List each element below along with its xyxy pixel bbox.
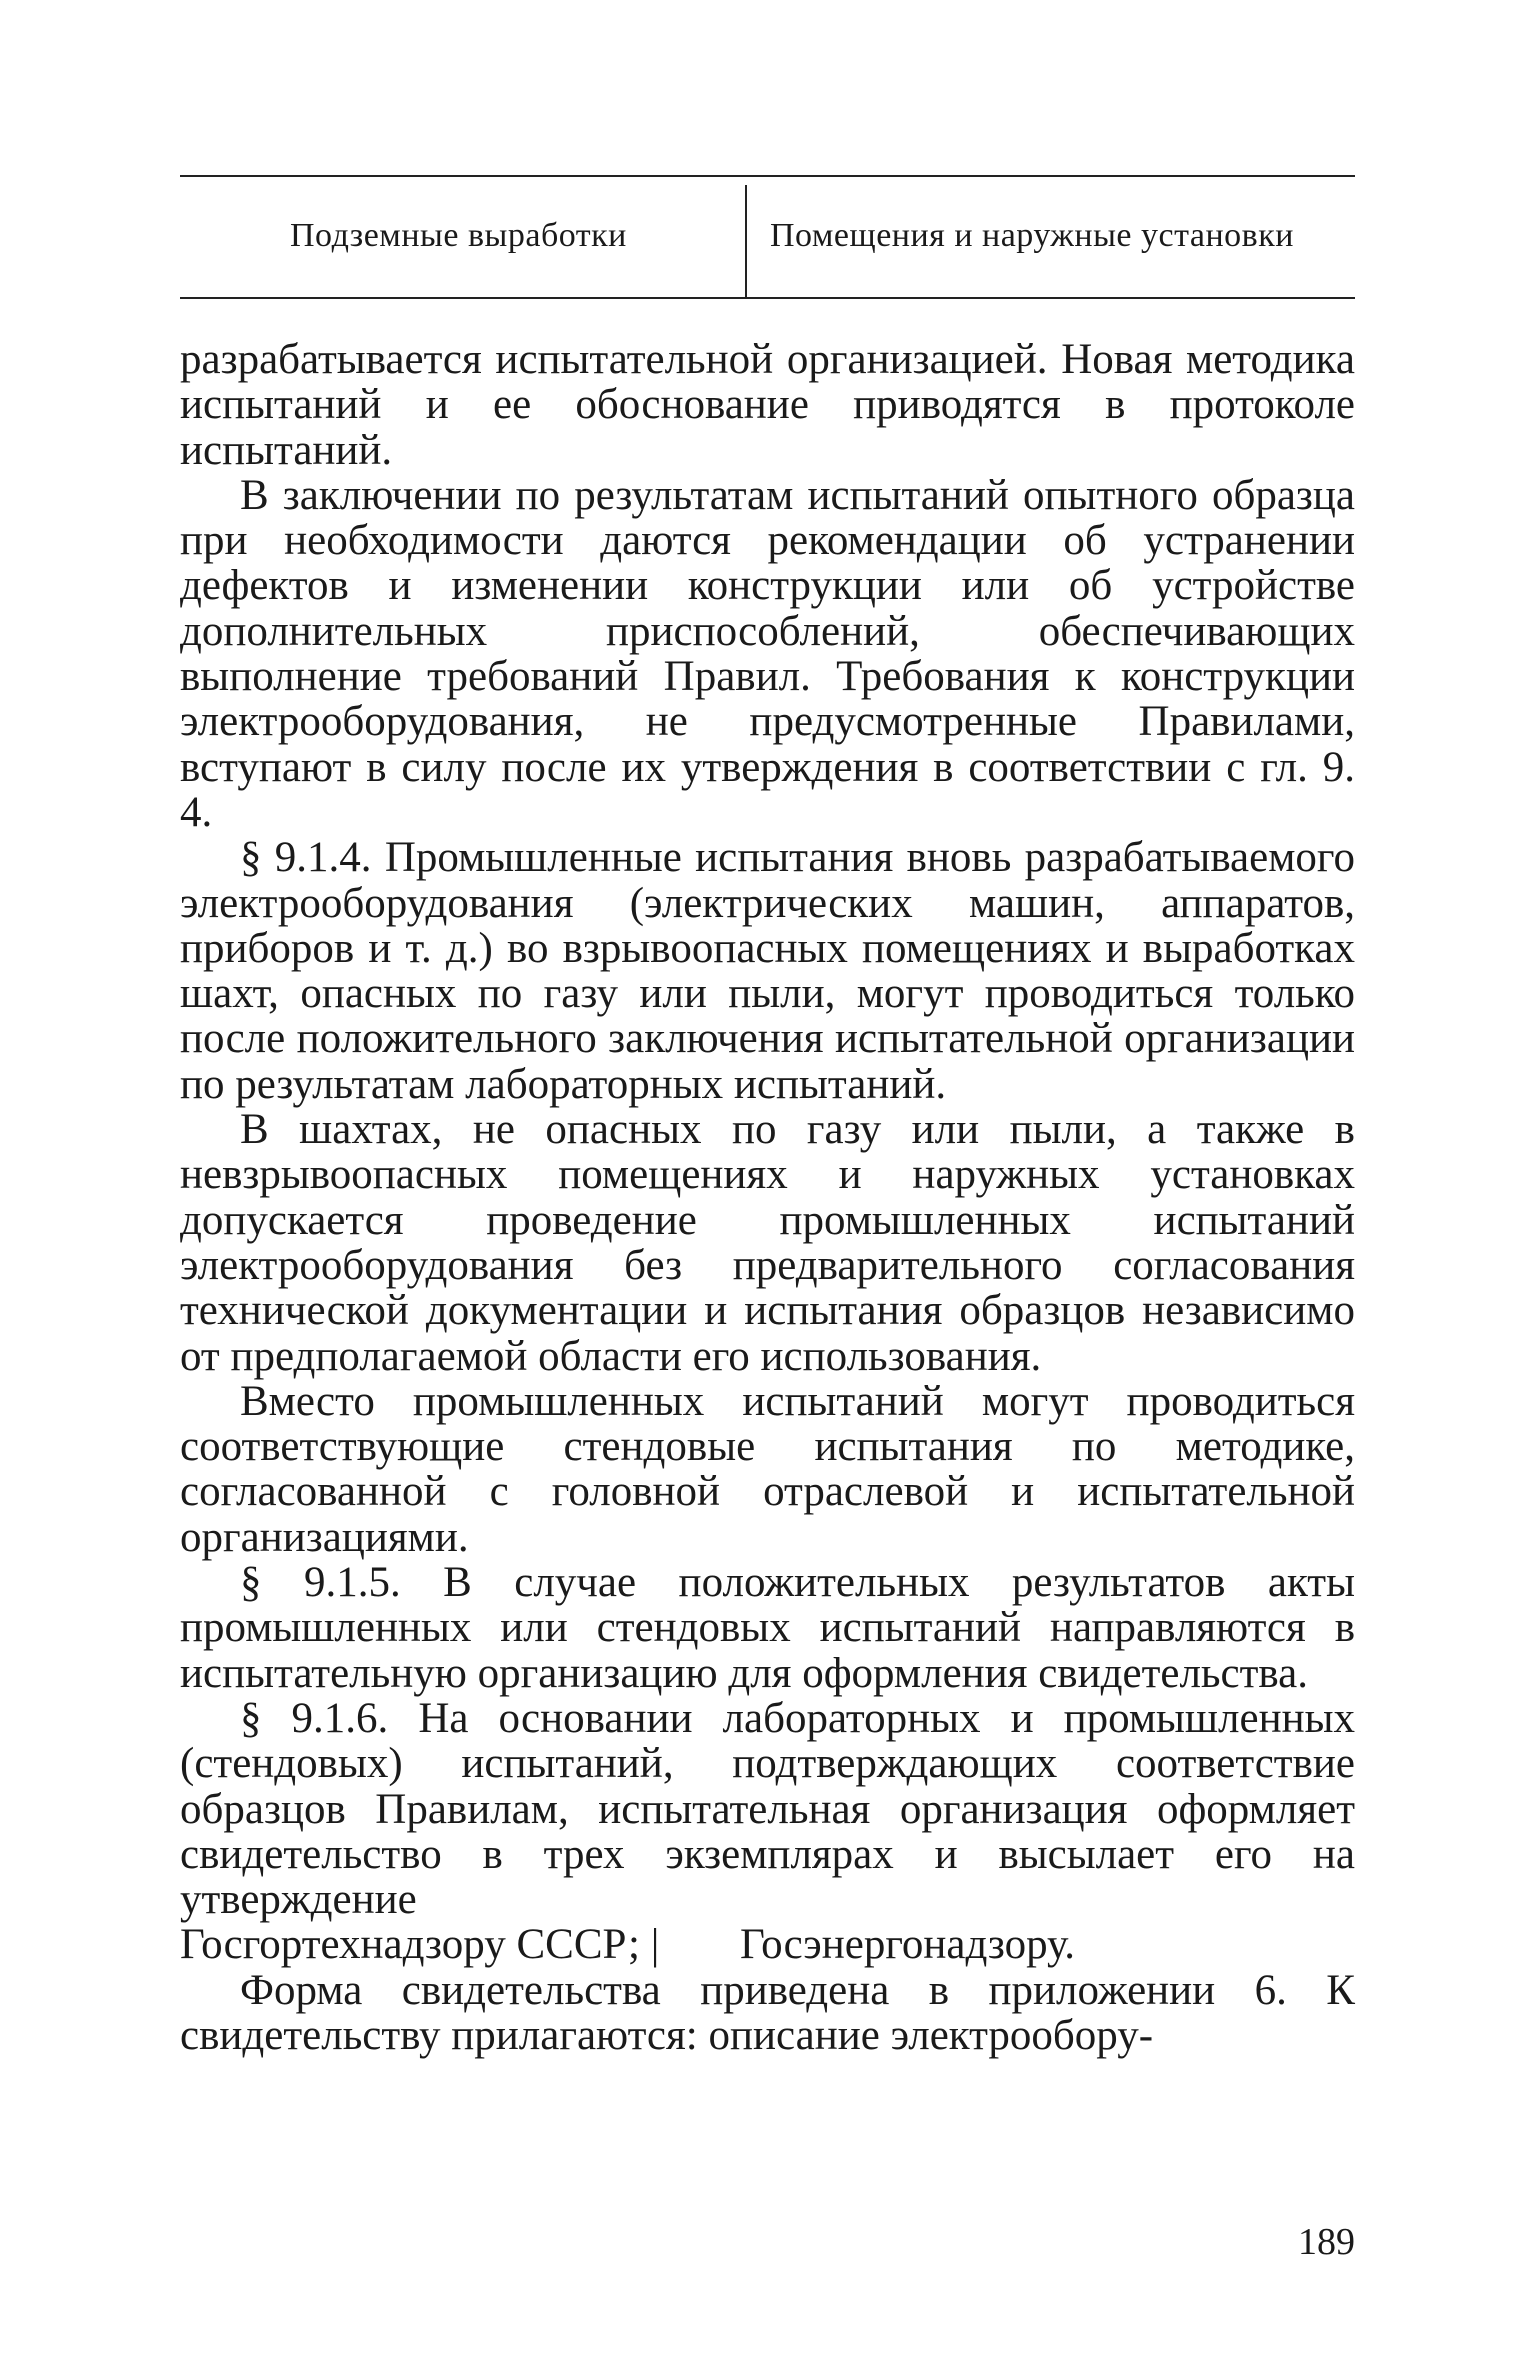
- page: [180, 175, 1355, 2263]
- paragraph: Форма свидетельства приведена в приложении 6. К свидетельству прилагаются: описание электрообору-: [180, 1966, 1355, 2059]
- header-divider: [745, 185, 747, 297]
- paragraph: разрабатывается испытательной организацией. Новая методика испытаний и ее обоснование приводятся в протоколе испытаний.: [180, 336, 1355, 474]
- header-left-cell: Подземные выработки: [290, 217, 627, 254]
- paragraph: В шахтах, не опасных по газу или пыли, а также в невзрывоопасных помещениях и наружных установках допускается проведение промышленных испытаний электрооборудования без предварительного согласования технической документации и испытания образцов независимо от предполагаемой области его использования.: [180, 1106, 1355, 1380]
- page-number: 189: [1298, 2221, 1355, 2263]
- paragraph: В заключении по результатам испытаний опытного образца при необходимости даются рекомендации об устранении дефектов и изменении конструкции или об устройстве дополнительных приспособлений, обеспечивающих выполнение требований Правил. Требования к конструкции электрооборудования, не предусмотренные Правилами, вступают в силу после их утверждения в соответствии с гл. 9. 4.: [180, 471, 1355, 836]
- split-right: Госэнергонадзору.: [740, 1921, 1075, 1969]
- header-table: [180, 175, 1355, 299]
- paragraph: § 9.1.4. Промышленные испытания вновь разрабатываемого электрооборудования (электрических машин, аппаратов, приборов и т. д.) во взрывоопасных помещениях и выработках шахт, опасных по газу или пыли, могут проводиться только после положительного заключения испытательной организации по результатам лабораторных испытаний.: [180, 834, 1355, 1108]
- approval-split-line: [180, 1922, 1355, 1967]
- header-right-cell: Помещения и наружные установки: [770, 217, 1294, 254]
- split-left: Госгортехнадзору СССР; |: [180, 1921, 660, 1969]
- paragraph: § 9.1.5. В случае положительных результатов акты промышленных или стендовых испытаний направляются в испытательную организацию для оформления свидетельства.: [180, 1559, 1355, 1697]
- paragraph: § 9.1.6. На основании лабораторных и промышленных (стендовых) испытаний, подтверждающих соответствие образцов Правилам, испытательная организация оформляет свидетельство в трех экземплярах и высылает его на утверждение: [180, 1694, 1355, 1924]
- body-text: [180, 337, 1355, 2058]
- paragraph: Вместо промышленных испытаний могут проводиться соответствующие стендовые испытания по методике, согласованной с головной отраслевой и испытательной организациями.: [180, 1377, 1355, 1561]
